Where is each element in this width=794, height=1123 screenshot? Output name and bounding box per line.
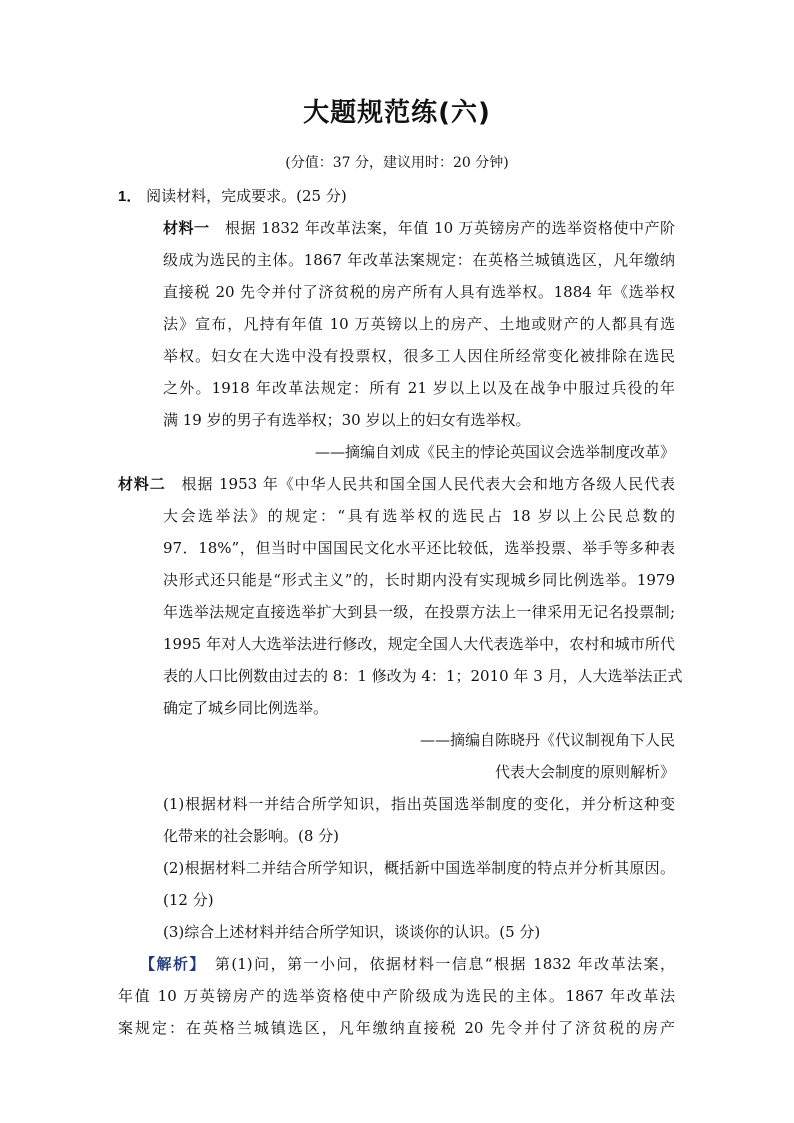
question-number: 1． — [118, 188, 142, 205]
sub-question-2: (12 分) — [163, 891, 214, 909]
material2-source: 代表大会制度的原则解析》 — [494, 763, 675, 781]
sub-question-3: (3)综合上述材料并结合所学知识，谈谈你的认识。(5 分) — [163, 923, 541, 941]
material1-text: 根据 1832 年改革法案，年值 10 万英镑房产的选举资格使中产阶 — [224, 219, 675, 237]
material2-line: 确定了城乡同比例选举。 — [163, 699, 329, 717]
material1-line: 举权。妇女在大选中没有投票权，很多工人因住所经常变化被排除在选民 — [163, 347, 675, 365]
page-subtitle: (分值：37 分，建议用时：20 分钟) — [285, 155, 509, 171]
material2-line: 决形式还只能是“形式主义”的，长时期内没有实现城乡同比例选举。1979 — [163, 571, 675, 589]
analysis-text: 第(1)问，第一小问，依据材料一信息“根据 1832 年改革法案， — [213, 955, 675, 973]
material2-line: 年选举法规定直接选举扩大到县一级，在投票方法上一律采用无记名投票制; — [163, 603, 675, 621]
material1-source: ——摘编自刘成《民主的悖论英国议会选举制度改革》 — [314, 443, 675, 461]
material1-line: 之外。1918 年改革法规定：所有 21 岁以上以及在战争中服过兵役的年 — [163, 379, 675, 397]
sub-question-1: (1)根据材料一并结合所学知识，指出英国选举制度的变化，并分析这种变 — [163, 795, 675, 813]
analysis-line: 案规定：在英格兰城镇选区，凡年缴纳直接税 20 先令并付了济贫税的房产 — [118, 1019, 675, 1037]
material2-line: 表的人口比例数由过去的 8：1 修改为 4：1；2010 年 3 月，人大选举法正式 — [163, 667, 683, 685]
analysis-line: 年值 10 万英镑房产的选举资格使中产阶级成为选民的主体。1867 年改革法 — [118, 987, 675, 1005]
material2-text: 根据 1953 年《中华人民共和国全国人民代表大会和地方各级人民代表 — [180, 475, 675, 493]
material2-line: 大会选举法》的规定：“具有选举权的选民占 18 岁以上公民总数的 — [163, 507, 675, 525]
material2-label: 材料二 — [118, 475, 166, 493]
material1-line: 直接税 20 先令并付了济贫税的房产所有人具有选举权。1884 年《选举权 — [163, 283, 675, 301]
question-prompt-line — [118, 186, 347, 207]
material1-line — [163, 218, 675, 238]
page-title: 大题规范练(六) — [303, 98, 491, 128]
question-prompt: 阅读材料，完成要求。(25 分) — [146, 187, 347, 205]
material2-source: ——摘编自陈晓丹《代议制视角下人民 — [419, 731, 675, 749]
material1-line: 法》宣布，凡持有年值 10 万英镑以上的房产、土地或财产的人都具有选 — [163, 315, 675, 333]
material1-label: 材料一 — [163, 219, 210, 237]
analysis-line — [140, 954, 675, 974]
material1-line: 满 19 岁的男子有选举权；30 岁以上的妇女有选举权。 — [163, 411, 531, 429]
sub-question-2: (2)根据材料二并结合所学知识，概括新中国选举制度的特点并分析其原因。 — [163, 859, 675, 877]
material2-line: 1995 年对人大选举法进行修改，规定全国人大代表选举中，农村和城市所代 — [163, 635, 675, 653]
sub-question-1: 化带来的社会影响。(8 分) — [163, 827, 340, 845]
analysis-label: 【解析】 — [140, 955, 206, 973]
material1-line: 级成为选民的主体。1867 年改革法案规定：在英格兰城镇选区，凡年缴纳 — [163, 251, 675, 269]
material2-line — [118, 474, 675, 494]
material2-line: 97．18%”，但当时中国国民文化水平还比较低，选举投票、举手等多种表 — [163, 539, 675, 557]
